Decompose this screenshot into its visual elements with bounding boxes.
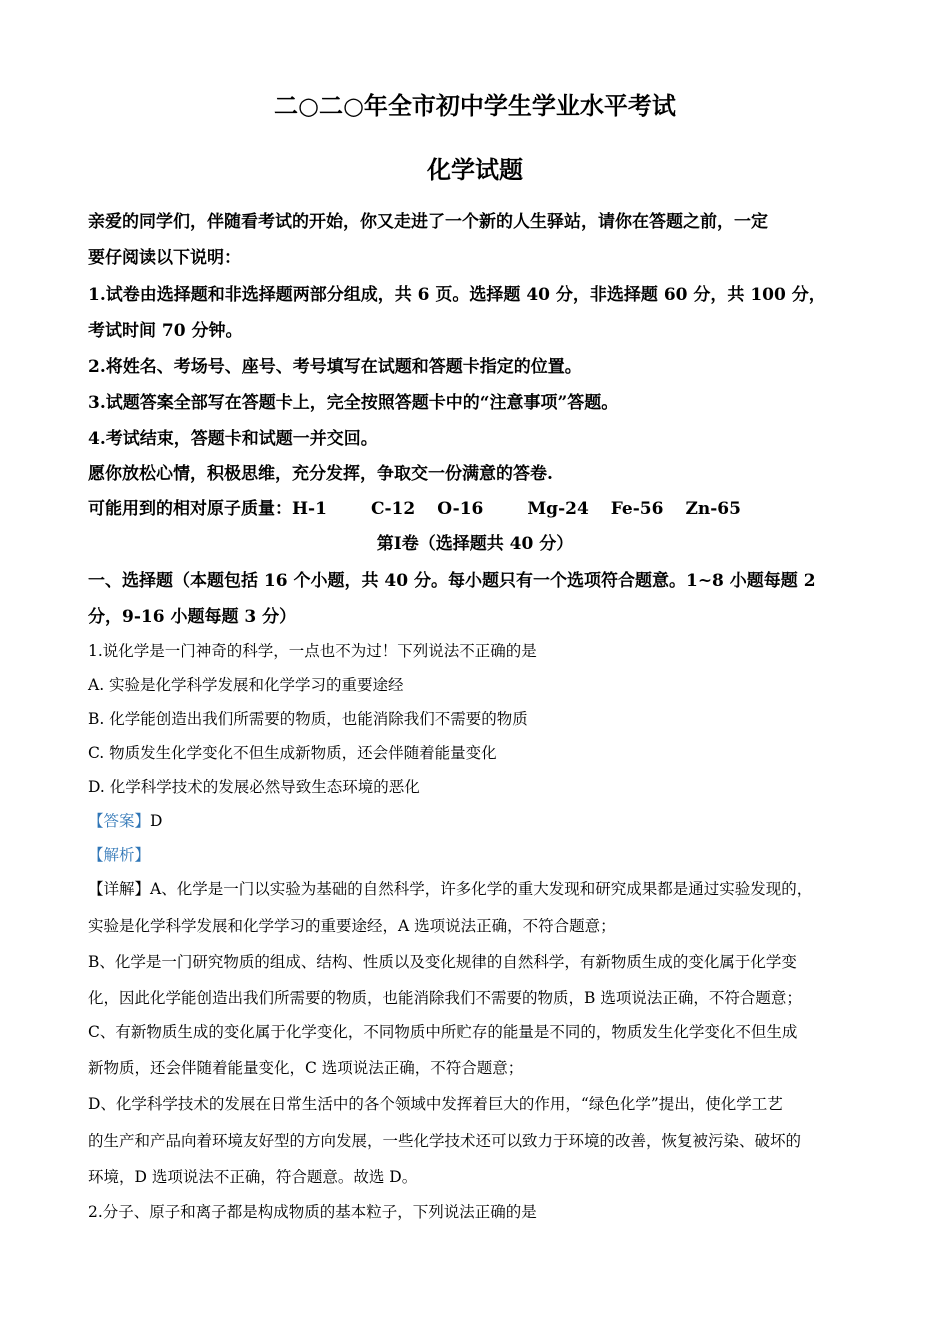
detail-label: 【详解】 [88,880,151,898]
answer-line [88,809,162,831]
atomic-mass-line [88,494,741,519]
detail-line-6: 新物质，还会伴随着能量变化，C 选项说法正确，不符合题意； [88,1059,524,1077]
question-1-option-d: D. 化学科学技术的发展必然导致生态环境的恶化 [88,778,420,796]
detail-line-1 [88,877,812,899]
intro-line-1: 亲爱的同学们，伴随看考试的开始，你又走进了一个新的人生驿站，请你在答题之前，一定 [88,212,768,232]
atomic-mass-label: 可能用到的相对原子质量： [88,499,292,519]
answer-value: D [150,812,163,830]
atomic-mass-c: C-12 [370,499,416,519]
question-1-option-b: B. 化学能创造出我们所需要的物质，也能消除我们不需要的物质 [88,710,528,728]
atomic-mass-h: H-1 [292,499,327,519]
answer-label: 【答案】 [88,812,151,830]
exam-subject-title: 化学试题 [427,155,523,184]
detail-line-9: 环境，D 选项说法不正确，符合题意。故选 D。 [88,1168,418,1186]
section-heading-b: 分，9-16 小题每题 3 分） [88,607,297,627]
analysis-label: 【解析】 [88,846,151,864]
detail-line-8: 的生产和产品向着环境友好型的方向发展，一些化学技术还可以致力于环境的改善，恢复被污染、破坏的 [88,1132,802,1150]
section-heading-a: 一、选择题（本题包括 16 个小题，共 40 分。每小题只有一个选项符合题意。1~8 小题每题 2 [88,571,816,591]
question-1-stem: 1.说化学是一门神奇的科学，一点也不为过！下列说法不正确的是 [88,642,537,660]
question-1-option-a: A. 实验是化学科学发展和化学学习的重要途经 [88,676,404,694]
wish-line: 愿你放松心情，积极思维，充分发挥，争取交一份满意的答卷. [88,464,553,484]
rule-1b: 考试时间 70 分钟。 [88,321,243,341]
detail-line-7: D、化学科学技术的发展在日常生活中的各个领域中发挥着巨大的作用，“绿色化学”提出，使化学工艺 [88,1095,783,1113]
atomic-mass-o: O-16 [437,499,484,519]
atomic-mass-fe: Fe-56 [610,499,664,519]
exam-title: 二○二○年全市初中学生学业水平考试 [274,91,676,120]
atomic-mass-zn: Zn-65 [685,499,741,519]
detail-text-1: A、化学是一门以实验为基础的自然科学，许多化学的重大发现和研究成果都是通过实验发现的， [150,880,813,898]
rule-4: 4.考试结束，答题卡和试题一并交回。 [88,429,378,449]
intro-line-2: 要仔阅读以下说明： [88,248,241,268]
rule-1a: 1.试卷由选择题和非选择题两部分组成，共 6 页。选择题 40 分，非选择题 60 分，共 100 分， [88,285,826,305]
section-title: 第Ⅰ卷（选择题共 40 分） [376,534,574,554]
detail-line-2: 实验是化学科学发展和化学学习的重要途经，A 选项说法正确，不符合题意； [88,917,616,935]
atomic-mass-mg: Mg-24 [527,499,589,519]
detail-line-5: C、有新物质生成的变化属于化学变化，不同物质中所贮存的能量是不同的，物质发生化学变化不但生成 [88,1023,798,1041]
question-2-stem: 2.分子、原子和离子都是构成物质的基本粒子，下列说法正确的是 [88,1203,537,1221]
rule-3: 3.试题答案全部写在答题卡上，完全按照答题卡中的“注意事项”答题。 [88,393,619,413]
detail-line-4: 化，因此化学能创造出我们所需要的物质，也能消除我们不需要的物质，B 选项说法正确，不符合题意； [88,989,802,1007]
rule-2: 2.将姓名、考场号、座号、考号填写在试题和答题卡指定的位置。 [88,357,582,377]
question-1-option-c: C. 物质发生化学变化不但生成新物质，还会伴随着能量变化 [88,744,497,762]
detail-line-3: B、化学是一门研究物质的组成、结构、性质以及变化规律的自然科学，有新物质生成的变化属于化学变 [88,953,797,971]
